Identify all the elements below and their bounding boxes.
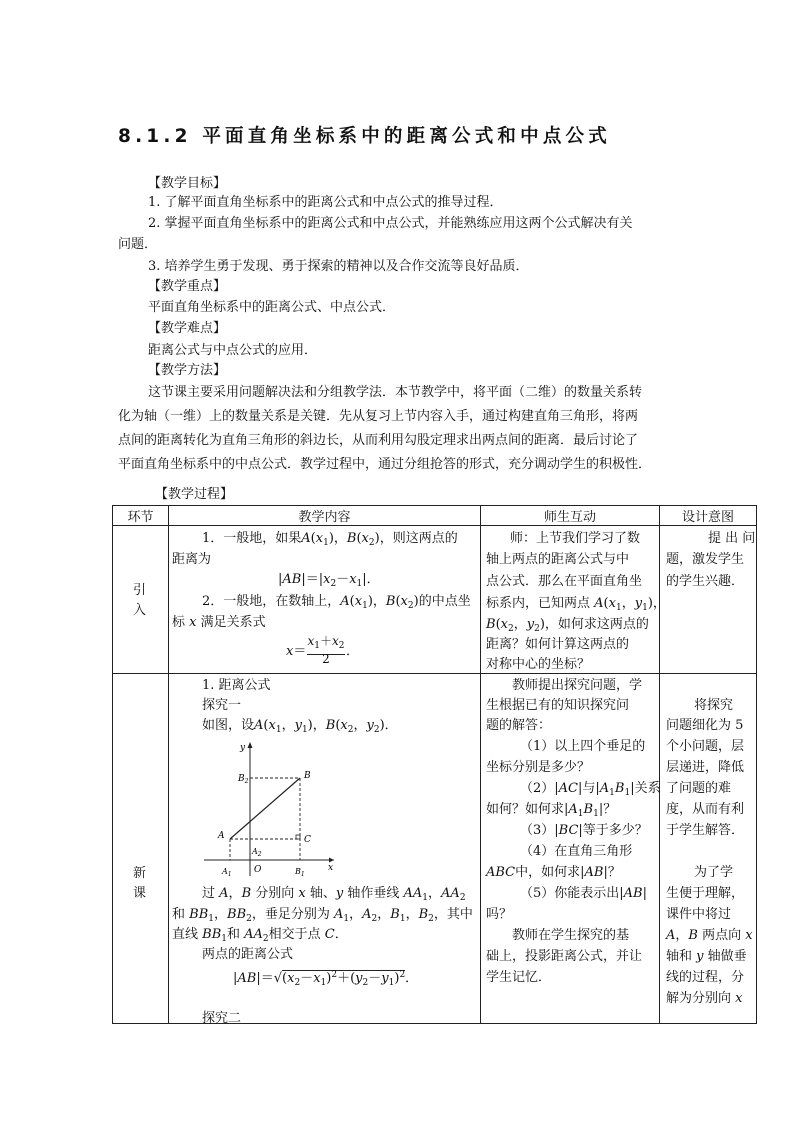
row1-intent-line1: 提 出 问 [708,531,756,546]
row2-interaction-line15: 学生记忆． [486,970,552,985]
row2-stage [113,674,169,1024]
midpoint-numerator: $x_1+x_2$ [307,634,345,655]
row2-intent-line13: 线的过程，分 [666,970,745,985]
header-interaction: 师生互动 [481,506,660,526]
row2-interaction-line3: 题的解答： [486,718,552,733]
header-stage: 环节 [113,506,169,526]
label-C: C [304,835,311,845]
row2-interaction-line12: 吗？ [486,907,513,922]
row1-interaction-line2: 轴上两点的距离公式与中 [486,552,630,567]
row2-intent-line8: 为了学 [694,865,734,880]
method-line-4: 平面直角坐标系中的中点公式．教学过程中，通过分组抢答的形式，充分调动学生的积极性． [118,457,652,472]
row2-interaction-line14: 础上，投影距离公式，并让 [486,949,643,964]
row2-intent-line3: 个小问题，层 [666,739,745,754]
header-intent: 设计意图 [660,506,757,526]
row1-stage-char2: 入 [133,603,147,618]
row2-interaction-line11: （5）你能表示出|AB| [520,886,648,901]
row1-content-line4: 2．一般地，在数轴上，$A(x_1)$，$B(x_2)$的中点坐 [202,594,471,611]
label-A2: $A_2$ [252,847,262,858]
method-line-2: 化为轴（一维）上的数量关系是关键．先从复习上节内容入手，通过构建直角三角形，将两 [118,409,639,424]
row1-interaction-line7: 对称中心的坐标？ [486,657,591,672]
difficulty-text: 距离公式与中点公式的应用． [148,343,318,358]
x-axis-arrow [329,858,334,863]
row1-content-line2: 距离为 [172,552,212,567]
row2-intent-line2: 问题细化为 5 [666,718,744,733]
label-A: A [218,831,225,841]
difficulty-heading: 【教学难点】 [148,321,227,336]
method-line-1: 这节课主要采用问题解决法和分组教学法．本节教学中，将平面（二维）的数量关系转 [148,385,643,400]
goal-item-3: 3. 培养学生勇于发现、勇于探索的精神以及合作交流等良好品质． [148,259,529,274]
row2-intent-line11: A，B 两点向 x [666,928,753,943]
row2-intent-line9: 生便于理解， [666,886,745,901]
row1-interaction-line6: 距离？如何计算这两点的 [486,637,630,652]
row2-intent-line5: 了问题的难 [666,781,732,796]
row1-interaction-line1: 师：上节我们学习了数 [510,531,641,546]
row2-intent-line14: 解为分别向 x [666,991,743,1006]
keypoint-heading: 【教学重点】 [148,279,227,294]
segment-AB [230,778,300,839]
row2-interaction-line8: （3）|BC|等于多少？ [520,823,648,838]
keypoint-text: 平面直角坐标系中的距离公式、中点公式． [148,300,396,315]
label-x: x [328,863,334,873]
midpoint-denominator: 2 [322,652,330,666]
document-page: 8.1.2 平面直角坐标系中的距离公式和中点公式 【教学目标】 1. 了解平面直角坐标系中的距离公式和中点公式的推导过程． 2. 掌握平面直角坐标系中的距离公式和中点公式，并能熟练应用这两个公式解决有关 问题． 3. 培养学生勇于发现、勇于探索的精神以及合作交流等良好品质． 【教学重点】 平面直角坐标系中的距离公式、中点公式． 【教学难点】 距离公式与中点公式的应用． 【教学方法】 这节课主要采用问题解决法和分组教学法．本节教学中，将平面（二维）的数量关系转 化为轴（一维）上的数量关系是关键．先从复习上节内容入手，通过构建直角三角形，将两 点间的距离转化为直角三角形的斜边长，从而利用勾股定理求出两点间的距离．最后讨论了 平面直角坐标系中的中点公式．教学过程中，通过分组抢答的形式，充分调动学生的积极性． 【教学过程】 环节 教学内容 师生互动 设计意图 引 入 1．一般地，如果$A(x_1)$，$B(x_2)$，则这两点的 距离为 $|AB|=|x_2-x_1|$． 2．一般地，在数轴上，$A(x_1)$，$B(x_2)$的中点坐 标 x 满足关系式 x＝ $x_1+x_2$ 2 ． 师：上节我们学习了数 轴上两点的距离公式与中 点公式．那么在平面直角坐 标系内，已知两点 $A(x_1$，$y_1$)， $B(x_2$，$y_2$)，如何求这两点的 距离？如何计算这两点的 对称中心的坐标？ 提 出 问 题，激发学生 的学生兴趣． 新 课 1. 距离公式 探究一 如图，设$A(x_1$，$y_1$)，$B(x_2$，$y_2$)． y x $B_2$ B A C $A_2$ $A_1$ O $B_1$ 过 A，B 分别向 x 轴、y 轴作垂线 $AA_1$，$AA_2$ 和 $BB_1$，$BB_2$，垂足分别为 $A_1$，$A_2$，$B_1$，$B_2$，其中 直线 $BB_1$和 $AA_2$相交于点 C． 两点的距离公式 $|AB|=√(x_2-x_1)^2+(y_2-y_1)^2$． 探究二 教师提出探究问题，学 生根据已有的知识探究问 题的解答： （1）以上四个垂足的 坐标分别是多少？ （2）|AC|与$|A_1B_1|$关系 如何？如何求$|A_1B_1|$？ （3）|BC|等于多少？ （4）在直角三角形 ABC中，如何求|AB|？ （5）你能表示出|AB| 吗？ 教师在学生探究的基 础上，投影距离公式，并让 学生记忆． 将探究 问题细化为 5 个小问题，层 层递进，降低 了问题的难 度，从而有利 于学生解答． 为了学 生便于理解， 课件中将过 A，B 两点向 x 轴和 y 轴做垂 线的过程，分 解为分别向 x [0,0,793,1122]
right-angle-mark [296,835,300,839]
row2-distance-formula: $|AB|=√(x_2-x_1)^2+(y_2-y_1)^2$． [233,970,419,988]
page-title: 8.1.2 平面直角坐标系中的距离公式和中点公式 [118,126,611,147]
row2-content-last: 探究二 [202,1011,242,1026]
row2-interaction-line2: 生根据已有的知识探究问 [486,698,630,713]
row1-content-line5: 标 x 满足关系式 [172,615,266,630]
coordinate-figure [200,738,340,880]
label-B2: $B_2$ [238,774,249,785]
row2-content-line2: 探究一 [202,698,242,713]
header-content: 教学内容 [169,506,481,526]
row2-interaction-line1: 教师提出探究问题，学 [512,678,643,693]
goal-item-1: 1. 了解平面直角坐标系中的距离公式和中点公式的推导过程． [148,195,503,210]
goals-heading: 【教学目标】 [148,176,227,191]
row2-interaction-line5: 坐标分别是多少？ [486,760,591,775]
row1-interaction-line3: 点公式．那么在平面直角坐 [486,574,643,589]
label-A1: $A_1$ [222,867,232,878]
row2-intent-line7: 于学生解答． [666,823,745,838]
row2-interaction-line4: （1）以上四个垂足的 [520,739,646,754]
row1-interaction-line5: $B(x_2$，$y_2$)，如何求这两点的 [486,617,649,634]
method-heading: 【教学方法】 [148,363,227,378]
goal-item-2: 2. 掌握平面直角坐标系中的距离公式和中点公式，并能熟练应用这两个公式解决有关 [148,216,633,231]
row1-midpoint-formula: x＝ [286,644,307,659]
row1-interaction-line4: 标系内，已知两点 $A(x_1$，$y_1$)， [486,596,666,613]
row2-content-formula-title: 两点的距离公式 [202,947,294,962]
row2-interaction-line7: 如何？如何求$|A_1B_1|$？ [486,802,617,819]
row2-intent-line1: 将探究 [694,698,734,713]
row1-content-line1: 1．一般地，如果$A(x_1)$，$B(x_2)$，则这两点的 [202,531,458,548]
row2-intent-line6: 度，从而有利 [666,802,745,817]
row2-content-line3: 如图，设$A(x_1$，$y_1$)，$B(x_2$，$y_2$)． [202,718,398,735]
label-O: O [254,865,262,875]
row2-interaction-line6: （2）|AC|与$|A_1B_1|$关系 [520,781,661,798]
row1-intent-line3: 的学生兴趣． [666,574,745,589]
process-heading: 【教学过程】 [155,487,234,502]
row2-intent-line10: 课件中将过 [666,907,732,922]
row2-content-p2: 和 $BB_1$，$BB_2$，垂足分别为 $A_1$，$A_2$，$B_1$，$B_2$，其中 [172,907,473,924]
row2-interaction-line10: ABC中，如何求|AB|？ [486,865,621,880]
goal-item-2-cont: 问题． [118,237,158,252]
row2-intent-line4: 层递进，降低 [666,760,745,775]
row2-interaction-line9: （4）在直角三角形 [520,844,633,859]
row2-stage-char1: 新 [133,866,147,881]
y-axis-arrow [248,742,253,748]
row2-content-line1: 1. 距离公式 [202,678,271,693]
row1-content-formula1: $|AB|=|x_2-x_1|$． [278,572,380,589]
label-B1: $B_1$ [295,867,305,878]
label-B: B [304,771,311,781]
label-y: y [240,743,246,753]
row2-content-p1: 过 A，B 分别向 x 轴、y 轴作垂线 $AA_1$，$AA_2$ [202,886,466,903]
row2-content-p3: 直线 $BB_1$和 $AA_2$相交于点 C． [172,927,348,944]
row2-intent-line12: 轴和 y 轴做垂 [666,949,747,964]
method-line-3: 点间的距离转化为直角三角形的斜边长，从而利用勾股定理求出两点间的距离．最后讨论了 [118,433,639,448]
row1-stage-char1: 引 [133,583,147,598]
row1-intent-line2: 题，激发学生 [666,552,745,567]
row2-interaction-line13: 教师在学生探究的基 [512,928,630,943]
row2-stage-char2: 课 [133,886,147,901]
